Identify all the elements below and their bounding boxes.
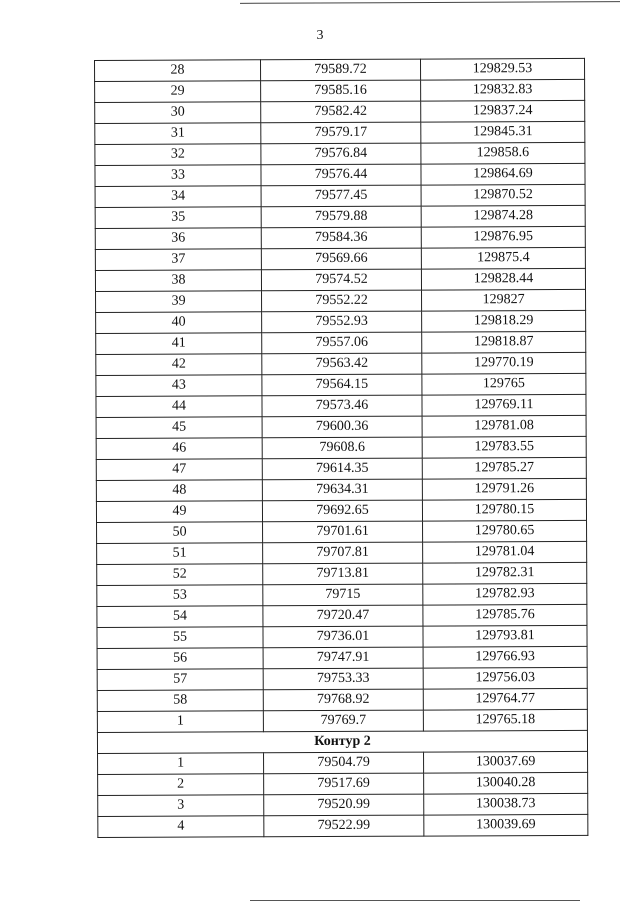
- y-coordinate-cell: 130040.28: [424, 772, 588, 794]
- x-coordinate-cell: 79579.88: [261, 206, 421, 228]
- table-row: [96, 499, 586, 522]
- x-coordinate-cell: 79701.61: [263, 521, 423, 543]
- x-coordinate-cell: 79584.36: [261, 227, 421, 249]
- y-coordinate-cell: 129785.27: [422, 457, 586, 479]
- x-coordinate-cell: 79634.31: [262, 479, 422, 501]
- x-coordinate-cell: 79579.17: [261, 122, 421, 144]
- point-number-cell: 54: [97, 606, 263, 628]
- top-rule: [240, 1, 620, 4]
- y-coordinate-cell: 129785.76: [423, 604, 587, 626]
- point-number-cell: 43: [96, 375, 262, 397]
- table-row: [95, 100, 585, 123]
- y-coordinate-cell: 129818.87: [422, 331, 586, 353]
- x-coordinate-cell: 79522.99: [264, 815, 424, 837]
- table-row: [95, 163, 585, 186]
- point-number-cell: 48: [96, 480, 262, 502]
- x-coordinate-cell: 79707.81: [263, 542, 423, 564]
- y-coordinate-cell: 129875.4: [421, 247, 585, 269]
- x-coordinate-cell: 79769.7: [263, 710, 423, 732]
- y-coordinate-cell: 129793.81: [423, 625, 587, 647]
- y-coordinate-cell: 129781.04: [423, 541, 587, 563]
- y-coordinate-cell: 129765: [422, 373, 586, 395]
- table-row: [96, 352, 586, 375]
- table-row: [98, 814, 588, 837]
- table-row: [95, 58, 585, 81]
- point-number-cell: 56: [97, 648, 263, 670]
- contour-1-rows: [95, 58, 588, 732]
- table-row: [95, 268, 585, 291]
- point-number-cell: 55: [97, 627, 263, 649]
- y-coordinate-cell: 129827: [422, 289, 586, 311]
- y-coordinate-cell: 129781.08: [422, 415, 586, 437]
- point-number-cell: 30: [95, 102, 261, 124]
- table-row: [96, 436, 586, 459]
- point-number-cell: 57: [97, 669, 263, 691]
- point-number-cell: 4: [98, 816, 264, 838]
- table-row: [97, 562, 587, 585]
- y-coordinate-cell: 129783.55: [422, 436, 586, 458]
- x-coordinate-cell: 79747.91: [263, 647, 423, 669]
- bottom-rule: [250, 900, 580, 901]
- point-number-cell: 46: [96, 438, 262, 460]
- table-row: [95, 142, 585, 165]
- point-number-cell: 44: [96, 396, 262, 418]
- y-coordinate-cell: 129764.77: [423, 688, 587, 710]
- contour-2-title: Контур 2: [97, 730, 587, 753]
- x-coordinate-cell: 79582.42: [261, 101, 421, 123]
- point-number-cell: 40: [96, 312, 262, 334]
- x-coordinate-cell: 79608.6: [262, 437, 422, 459]
- point-number-cell: 52: [97, 564, 263, 586]
- point-number-cell: 50: [97, 522, 263, 544]
- y-coordinate-cell: 129780.15: [422, 499, 586, 521]
- table-row: [97, 604, 587, 627]
- y-coordinate-cell: 129782.93: [423, 583, 587, 605]
- x-coordinate-cell: 79614.35: [262, 458, 422, 480]
- y-coordinate-cell: 129780.65: [423, 520, 587, 542]
- table-row: [96, 478, 586, 501]
- y-coordinate-cell: 129874.28: [421, 205, 585, 227]
- x-coordinate-cell: 79563.42: [262, 353, 422, 375]
- table-row: [96, 457, 586, 480]
- y-coordinate-cell: 129870.52: [421, 184, 585, 206]
- x-coordinate-cell: 79720.47: [263, 605, 423, 627]
- y-coordinate-cell: 129858.6: [421, 142, 585, 164]
- table-row: [96, 310, 586, 333]
- x-coordinate-cell: 79576.84: [261, 143, 421, 165]
- x-coordinate-cell: 79692.65: [262, 500, 422, 522]
- point-number-cell: 47: [96, 459, 262, 481]
- point-number-cell: 42: [96, 354, 262, 376]
- y-coordinate-cell: 129770.19: [422, 352, 586, 374]
- table-row: [97, 520, 587, 543]
- point-number-cell: 45: [96, 417, 262, 439]
- y-coordinate-cell: 129765.18: [423, 709, 587, 731]
- y-coordinate-cell: 129876.95: [421, 226, 585, 248]
- point-number-cell: 1: [98, 753, 264, 775]
- point-number-cell: 31: [95, 123, 261, 145]
- contour-2-header: [97, 730, 587, 753]
- y-coordinate-cell: 129769.11: [422, 394, 586, 416]
- table-row: [97, 709, 587, 732]
- table-row: [95, 184, 585, 207]
- x-coordinate-cell: 79736.01: [263, 626, 423, 648]
- point-number-cell: 53: [97, 585, 263, 607]
- y-coordinate-cell: 129782.31: [423, 562, 587, 584]
- point-number-cell: 58: [97, 690, 263, 712]
- x-coordinate-cell: 79574.52: [261, 269, 421, 291]
- table-row: [98, 793, 588, 816]
- x-coordinate-cell: 79520.99: [264, 794, 424, 816]
- x-coordinate-cell: 79600.36: [262, 416, 422, 438]
- point-number-cell: 1: [97, 711, 263, 733]
- y-coordinate-cell: 129791.26: [422, 478, 586, 500]
- table-row: [96, 373, 586, 396]
- point-number-cell: 39: [96, 291, 262, 313]
- table-row: [96, 289, 586, 312]
- x-coordinate-cell: 79713.81: [263, 563, 423, 585]
- y-coordinate-cell: 129864.69: [421, 163, 585, 185]
- point-number-cell: 51: [97, 543, 263, 565]
- point-number-cell: 34: [95, 186, 261, 208]
- y-coordinate-cell: 129818.29: [422, 310, 586, 332]
- table-row: [97, 541, 587, 564]
- x-coordinate-cell: 79768.92: [263, 689, 423, 711]
- x-coordinate-cell: 79577.45: [261, 185, 421, 207]
- x-coordinate-cell: 79589.72: [261, 59, 421, 81]
- contour-2-rows: [98, 751, 588, 837]
- table-row: [97, 646, 587, 669]
- point-number-cell: 37: [95, 249, 261, 271]
- y-coordinate-cell: 129756.03: [423, 667, 587, 689]
- table-row: [95, 247, 585, 270]
- table-row: [97, 688, 587, 711]
- x-coordinate-cell: 79517.69: [264, 773, 424, 795]
- y-coordinate-cell: 129832.83: [421, 79, 585, 101]
- point-number-cell: 29: [95, 81, 261, 103]
- y-coordinate-cell: 129829.53: [420, 58, 584, 80]
- point-number-cell: 3: [98, 795, 264, 817]
- x-coordinate-cell: 79504.79: [264, 752, 424, 774]
- y-coordinate-cell: 129766.93: [423, 646, 587, 668]
- table-row: [95, 205, 585, 228]
- y-coordinate-cell: 130039.69: [424, 814, 588, 836]
- point-number-cell: 2: [98, 774, 264, 796]
- table-row: [95, 79, 585, 102]
- point-number-cell: 38: [95, 270, 261, 292]
- table-row: [97, 625, 587, 648]
- y-coordinate-cell: 129845.31: [421, 121, 585, 143]
- y-coordinate-cell: 129828.44: [421, 268, 585, 290]
- x-coordinate-cell: 79552.22: [262, 290, 422, 312]
- table-row: [95, 226, 585, 249]
- coordinates-table: [94, 58, 588, 838]
- x-coordinate-cell: 79564.15: [262, 374, 422, 396]
- x-coordinate-cell: 79557.06: [262, 332, 422, 354]
- x-coordinate-cell: 79569.66: [261, 248, 421, 270]
- page-number: 3: [316, 28, 324, 43]
- point-number-cell: 49: [96, 501, 262, 523]
- y-coordinate-cell: 130038.73: [424, 793, 588, 815]
- x-coordinate-cell: 79573.46: [262, 395, 422, 417]
- point-number-cell: 41: [96, 333, 262, 355]
- table-row: [97, 583, 587, 606]
- table-row: [97, 667, 587, 690]
- x-coordinate-cell: 79552.93: [262, 311, 422, 333]
- x-coordinate-cell: 79585.16: [261, 80, 421, 102]
- y-coordinate-cell: 129837.24: [421, 100, 585, 122]
- x-coordinate-cell: 79576.44: [261, 164, 421, 186]
- table-row: [98, 751, 588, 774]
- point-number-cell: 28: [95, 60, 261, 82]
- section-row: [97, 730, 587, 753]
- y-coordinate-cell: 130037.69: [424, 751, 588, 773]
- table-row: [96, 415, 586, 438]
- table-row: [96, 394, 586, 417]
- table-row: [95, 121, 585, 144]
- x-coordinate-cell: 79715: [263, 584, 423, 606]
- point-number-cell: 36: [95, 228, 261, 250]
- table-row: [96, 331, 586, 354]
- x-coordinate-cell: 79753.33: [263, 668, 423, 690]
- point-number-cell: 33: [95, 165, 261, 187]
- table-row: [98, 772, 588, 795]
- point-number-cell: 32: [95, 144, 261, 166]
- point-number-cell: 35: [95, 207, 261, 229]
